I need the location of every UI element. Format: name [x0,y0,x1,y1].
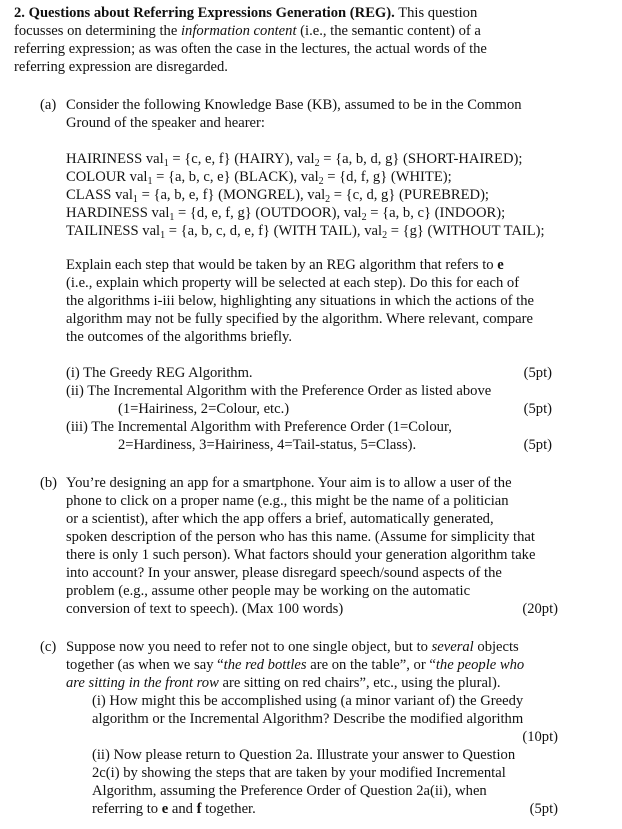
part-a-explain-line: the algorithms i-iii below, highlighting any situations in which the actions of the [66,293,535,309]
kb-row [66,186,489,204]
part-c-line-2 [66,656,524,674]
intro-line-4: referring expression are disregarded. [14,59,228,75]
part-a-label: (a) [40,97,57,113]
kb-val-label: val [307,187,326,203]
kb-value-2: = {d, f, g} (WHITE); [323,169,452,185]
part-c-text: are sitting on red chairs”, etc., using the plural). [218,675,501,691]
part-c-ii-points: (5pt) [529,801,558,817]
part-c-text: are on the table”, or “ [306,657,436,673]
target-object: e [497,257,504,273]
target-object: f [196,801,202,817]
kb-attribute: TAILINESS [66,223,143,239]
kb-attribute: HAIRINESS [66,151,146,167]
part-b-line: You’re designing an app for a smartphone. Your aim is to allow a user of the [66,475,512,491]
part-c-i-line: algorithm or the Incremental Algorithm? Describe the modified algorithm [92,711,524,727]
kb-val-index: 2 [314,158,320,169]
intro-line-3: referring expression; as was often the case in the lectures, the actual words of the [14,41,487,57]
subquestion-ii-cont: (1=Hairiness, 2=Colour, etc.) [118,401,290,417]
part-c-text: Suppose now you need to refer not to one single object, but to [66,639,432,655]
part-b-line: conversion of text to speech). (Max 100 words) [66,601,344,617]
emphasis: several [431,639,474,655]
part-c-text: and [168,801,197,817]
part-b-points: (20pt) [522,601,558,617]
kb-val-label: val [145,151,164,167]
kb-val-label: val [343,205,362,221]
kb-val-label: val [115,187,133,203]
question-heading: 2. Questions about Referring Expressions Generation (REG). [14,5,395,21]
kb-val-index: 2 [361,212,367,223]
intro-line-2 [14,22,481,40]
kb-attribute: COLOUR [66,169,130,185]
part-c-line-3 [66,674,501,692]
subquestion-iii: (iii) The Incremental Algorithm with Preference Order (1=Colour, [66,419,452,435]
part-b-line: or a scientist), after which the app offers a brief, automatically generated, [66,511,494,527]
example-phrase: are sitting in the front row [66,675,219,691]
kb-val-label: val [364,223,383,239]
kb-value-1: = {a, b, c, e} (BLACK), [152,169,301,185]
part-c-text: objects [473,639,519,655]
part-a-explain-line: the outcomes of the algorithms briefly. [66,329,293,345]
kb-val-index: 1 [132,194,138,205]
kb-val-index: 1 [160,230,166,241]
kb-val-label: val [142,223,161,239]
kb-val-index: 1 [163,158,169,169]
subquestion-i: (i) The Greedy REG Algorithm. [66,365,253,381]
intro-text: focusses on determining the [14,23,181,39]
subquestion-iii-cont: 2=Hardiness, 3=Hairiness, 4=Tail-status, 5=Class). [118,437,417,453]
part-b-line: spoken description of the person who has this name. (Assume for simplicity that [66,529,535,545]
kb-value-1: = {a, b, e, f} (MONGREL), [137,187,308,203]
kb-value-2: = {a, b, d, g} (SHORT-HAIRED); [319,151,523,167]
kb-attribute: HARDINESS [66,205,152,221]
part-a-explain-line: algorithm may not be fully specified by the algorithm. Where relevant, compare [66,311,533,327]
kb-value-1: = {c, e, f} (HAIRY), [168,151,297,167]
subquestion-ii: (ii) The Incremental Algorithm with the Preference Order as listed above [66,383,492,399]
kb-val-label: val [129,169,148,185]
kb-attribute: CLASS [66,187,116,203]
explain-text: Explain each step that would be taken by an REG algorithm that refers to [66,257,498,273]
part-a-line: Consider the following Knowledge Base (KB), assumed to be in the Common [66,97,522,113]
part-c-i-points: (10pt) [522,729,558,745]
kb-row [66,204,505,222]
part-c-ii-line: (ii) Now please return to Question 2a. Illustrate your answer to Question [92,747,516,763]
kb-val-index: 2 [382,230,388,241]
kb-row [66,150,522,168]
kb-val-index: 2 [318,176,324,187]
intro-text: This question [398,5,478,21]
part-c-i-line: (i) How might this be accomplished using (a minor variant of) the Greedy [92,693,524,709]
part-c-ii-line: 2c(i) by showing the steps that are taken by your modified Incremental [92,765,506,781]
kb-val-index: 1 [147,176,153,187]
example-phrase: the red bottles [223,657,307,673]
part-c-line-1 [66,638,519,656]
part-c-text: together (as when we say “ [66,657,224,673]
example-phrase: the people who [435,657,525,673]
kb-value-1: = {a, b, c, d, e, f} (WITH TAIL), [165,223,365,239]
kb-row [66,222,545,240]
kb-value-2: = {a, b, c} (INDOOR); [366,205,506,221]
kb-val-label: val [296,151,315,167]
part-b-line: problem (e.g., assume other people may be working on the automatic [66,583,471,599]
part-b-line: there is only 1 such person). What factors should your generation algorithm take [66,547,536,563]
kb-val-label: val [151,205,170,221]
part-a-explain-line: (i.e., explain which property will be selected at each step). Do this for each of [66,275,520,291]
part-c-ii-line: Algorithm, assuming the Preference Order of Question 2a(ii), when [92,783,487,799]
part-c-label: (c) [40,639,57,655]
intro-line-1 [14,4,477,22]
intro-text: (i.e., the semantic content) of a [296,23,481,39]
emphasis: information content [180,23,297,39]
part-a-line: Ground of the speaker and hearer: [66,115,265,131]
subquestion-ii-points: (5pt) [523,401,552,417]
part-b-line: phone to click on a proper name (e.g., this might be the name of a politician [66,493,509,509]
kb-val-label: val [300,169,319,185]
subquestion-i-points: (5pt) [523,365,552,381]
part-b-line: into account? In your answer, please disregard speech/sound aspects of the [66,565,502,581]
part-c-text: referring to [92,801,162,817]
kb-row [66,168,452,186]
part-c-ii-line [92,800,256,818]
part-b-label: (b) [40,475,58,491]
kb-value-2: = {c, d, g} (PUREBRED); [330,187,489,203]
subquestion-iii-points: (5pt) [523,437,552,453]
kb-value-2: = {g} (WITHOUT TAIL); [387,223,545,239]
kb-value-1: = {d, e, f, g} (OUTDOOR), [174,205,344,221]
kb-val-index: 1 [169,212,175,223]
target-object: e [161,801,169,817]
kb-val-index: 2 [325,194,331,205]
part-c-text: together. [201,801,256,817]
part-a-explain-line [66,256,504,274]
